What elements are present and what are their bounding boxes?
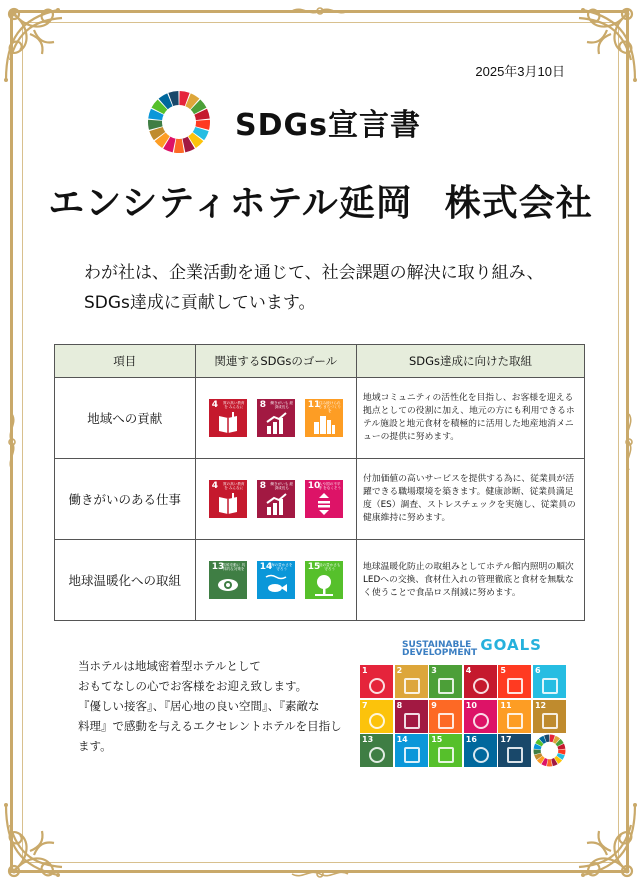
message-line: 『優しい接客』、『居心地の良い空間』、『素敵な	[78, 701, 320, 713]
goal-symbol-icon	[542, 713, 558, 729]
goal-number: 4	[211, 481, 219, 491]
sdg-goal-15-tile	[305, 561, 343, 599]
message-line: おもてなしの心でお客様をお迎え致します。	[78, 681, 308, 693]
message-line: ます。	[78, 741, 112, 753]
sdg-goal-4-tile	[464, 665, 497, 698]
row-item-label: 働きがいのある仕事	[55, 459, 196, 540]
sdg-goal-10-tile	[305, 480, 343, 518]
sdg-goal-15-tile	[429, 734, 462, 767]
sdg-goal-3-tile	[429, 665, 462, 698]
sdg-goal-8-tile	[395, 700, 428, 733]
goal-number: 1	[362, 666, 368, 675]
goal-number: 14	[396, 735, 408, 745]
sdg-goal-4-tile	[209, 399, 247, 437]
corner-ornament-icon	[0, 0, 90, 90]
goal-number: 15	[307, 562, 321, 572]
goal-label: 海の豊かさを 守ろう	[270, 563, 293, 571]
climate-eye-icon	[217, 574, 239, 596]
sdg-goal-11-tile	[498, 700, 531, 733]
sdg-goal-16-tile	[464, 734, 497, 767]
city-icon	[313, 412, 335, 434]
goal-number: 16	[465, 735, 477, 745]
goal-label: 質の高い教育を みんなに	[222, 482, 245, 490]
goal-number: 11	[307, 400, 321, 410]
intro-text	[84, 258, 544, 318]
sdg-goal-11-tile	[305, 399, 343, 437]
goal-number: 12	[534, 700, 547, 710]
goal-number: 4	[465, 666, 472, 675]
table-row	[55, 378, 585, 459]
fish-icon	[265, 574, 287, 596]
company-name	[0, 175, 641, 226]
sdg-goal-4-tile	[209, 480, 247, 518]
message-line: 料理』で感動を与えるエクセレントホテルを目指し	[78, 721, 342, 733]
message-line: 当ホテルは地域密着型ホテルとして	[78, 661, 261, 673]
row-description: 地域コミュニティの活性化を目指し、お客様を迎える拠点としての役割に加え、地元の方にも利用できるホテル施設と地元食材を積極的に活用した地産地消メニューの提供に努めます。	[357, 378, 585, 459]
header-item: 項目	[55, 345, 196, 378]
goal-number: 5	[500, 666, 506, 675]
sdg-logo	[402, 636, 542, 658]
row-description: 付加価値の高いサービスを提供する為に、従業員が活躍できる職場環境を築きます。健康診断、従業員満足度（ES）調査、ストレスチェックを実施し、従業員の健康維持に努めます。	[357, 459, 585, 540]
sdg-goals-table	[54, 344, 585, 621]
company-name-main: エンシティホテル延岡	[48, 183, 413, 224]
row-description: 地球温暖化防止の取組みとしてホテル館内照明の順次LEDへの交換、食材仕入れの管理徹底と食材を無駄なく使うことで食品ロス削減に努めます。	[357, 540, 585, 621]
hotel-message	[78, 657, 342, 757]
sdg-goal-2-tile	[395, 665, 428, 698]
goal-number: 8	[396, 700, 403, 710]
tree-icon	[313, 574, 335, 596]
sdg-goal-1-tile	[360, 665, 393, 698]
sdg-goal-8-tile	[257, 399, 295, 437]
sdg-goals-poster	[360, 636, 580, 759]
goal-symbol-icon	[473, 713, 489, 729]
goal-number: 11	[500, 700, 512, 710]
row-item-label: 地球温暖化への取組	[55, 540, 196, 621]
goal-number: 10	[307, 481, 321, 491]
goal-symbol-icon	[438, 713, 454, 729]
sdg-goal-9-tile	[429, 700, 462, 733]
goal-symbol-icon	[507, 713, 523, 729]
sdg-goal-10-tile	[464, 700, 497, 733]
goal-number: 13	[362, 735, 374, 745]
growth-chart-icon	[265, 412, 287, 434]
sdg-wheel-icon	[147, 90, 211, 154]
corner-ornament-icon	[0, 795, 90, 885]
sdg-goal-5-tile	[498, 665, 531, 698]
intro-line: わが社は、企業活動を通じて、社会課題の解決に取り組み、	[84, 263, 544, 283]
goal-symbol-icon	[507, 747, 523, 763]
goal-symbol-icon	[369, 678, 385, 694]
title-row	[147, 90, 421, 154]
goal-symbol-icon	[438, 747, 454, 763]
goal-number: 14	[259, 562, 273, 572]
table-row	[55, 459, 585, 540]
sdg-goal-13-tile	[360, 734, 393, 767]
goal-label: 働きがいも 経済成長も	[270, 401, 294, 409]
goal-symbol-icon	[404, 713, 420, 729]
sdg-wheel-segment	[174, 139, 184, 153]
sdg-wheel-segment	[547, 759, 552, 766]
sdg-goal-7-tile	[360, 700, 393, 733]
table-row	[55, 540, 585, 621]
goal-number: 17	[500, 735, 512, 745]
goal-number: 7	[362, 700, 368, 710]
goal-number: 6	[534, 666, 541, 675]
row-goal-icons	[195, 378, 357, 459]
row-item-label: 地域への貢献	[55, 378, 196, 459]
sdg-wheel-icon	[533, 734, 566, 767]
header-goals: 関連するSDGsのゴール	[195, 345, 357, 378]
goal-label: 働きがいも 経済成長も	[270, 482, 294, 490]
book-icon	[217, 493, 239, 515]
goal-number: 8	[259, 481, 267, 491]
goal-number: 8	[259, 400, 267, 410]
sdg-goal-8-tile	[257, 480, 295, 518]
goal-symbol-icon	[404, 678, 420, 694]
goal-number: 13	[211, 562, 225, 572]
goal-label: 陸の豊かさも 守ろう	[318, 563, 341, 571]
goal-symbol-icon	[473, 678, 489, 694]
goal-label: 人や国の不平等 をなくそう	[318, 482, 342, 490]
edge-ornament-icon	[622, 412, 636, 472]
sdg-wheel-tile	[533, 734, 566, 767]
edge-ornament-icon	[290, 4, 350, 18]
edge-ornament-icon	[5, 412, 19, 472]
sdg-logo-line2: DEVELOPMENT	[402, 648, 478, 658]
company-name-suffix: 株式会社	[444, 183, 593, 224]
declaration-date: 2025年3月10日	[475, 64, 565, 79]
sdg-goal-17-tile	[498, 734, 531, 767]
sdg-logo-line1: SUSTAINABLE	[402, 640, 472, 650]
goal-label: 質の高い教育を みんなに	[222, 401, 245, 409]
growth-chart-icon	[265, 493, 287, 515]
corner-ornament-icon	[551, 795, 641, 885]
goal-label: 住み続けられる まちづくりを	[318, 401, 342, 413]
goal-symbol-icon	[404, 747, 420, 763]
goal-number: 15	[431, 735, 443, 745]
sdg-goal-13-tile	[209, 561, 247, 599]
sdg-goal-12-tile	[533, 700, 566, 733]
intro-line: SDGs達成に貢献しています。	[84, 293, 316, 313]
goal-symbol-icon	[542, 678, 558, 694]
goal-symbol-icon	[473, 747, 489, 763]
goal-number: 4	[211, 400, 219, 410]
sdg-goals-grid	[360, 665, 566, 767]
goal-number: 2	[396, 666, 403, 675]
goal-number: 10	[465, 700, 477, 710]
page-title: SDGs宣言書	[235, 108, 421, 143]
goal-number: 9	[431, 700, 437, 710]
goal-symbol-icon	[369, 747, 385, 763]
sdg-goal-14-tile	[395, 734, 428, 767]
edge-ornament-icon	[290, 867, 350, 881]
sdg-goal-6-tile	[533, 665, 566, 698]
row-goal-icons	[195, 540, 357, 621]
equality-icon	[313, 493, 335, 515]
goal-label: 気候変動に 具体的な対策を	[222, 563, 246, 571]
row-goal-icons	[195, 459, 357, 540]
goal-symbol-icon	[507, 678, 523, 694]
goal-symbol-icon	[438, 678, 454, 694]
goal-number: 3	[431, 666, 437, 675]
book-icon	[217, 412, 239, 434]
sdg-logo-goals: GOALS	[480, 636, 542, 654]
goal-symbol-icon	[369, 713, 385, 729]
sdg-goal-14-tile	[257, 561, 295, 599]
header-efforts: SDGs達成に向けた取組	[357, 345, 585, 378]
